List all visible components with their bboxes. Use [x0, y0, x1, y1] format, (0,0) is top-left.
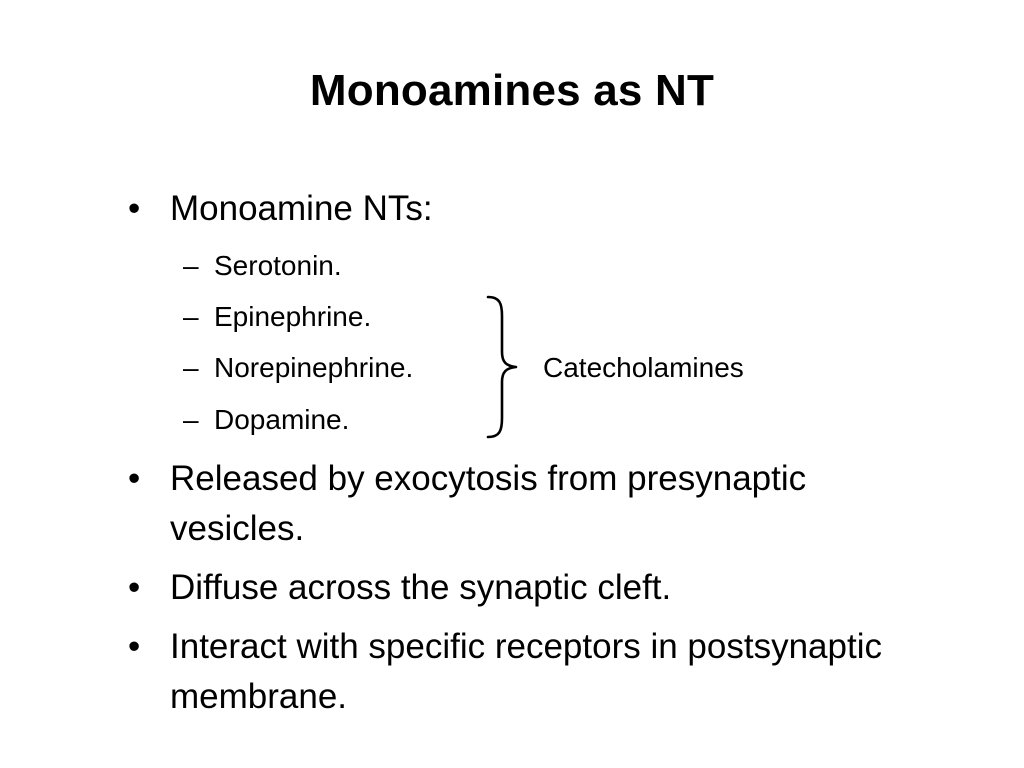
sub-item-text: Norepinephrine.: [214, 352, 414, 383]
bullet-text: Released by exocytosis from presynaptic vesicles.: [170, 459, 807, 548]
dash-marker: –: [183, 250, 199, 281]
bullet-marker: •: [128, 568, 141, 607]
catecholamines-label: Catecholamines: [543, 352, 744, 383]
bullet-marker: •: [128, 627, 141, 666]
dash-marker: –: [183, 352, 199, 383]
slide-title: Monoamines as NT: [309, 66, 715, 115]
bullet-marker: •: [128, 189, 141, 228]
right-curly-brace-icon: [482, 294, 522, 440]
sub-item-text: Serotonin.: [214, 250, 342, 281]
dash-marker: –: [183, 301, 199, 332]
sub-item-text: Epinephrine.: [214, 301, 372, 332]
bullet-text: Interact with specific receptors in postsynaptic membrane.: [170, 627, 882, 716]
bullet-marker: •: [128, 459, 141, 498]
bullet-text: Diffuse across the synaptic cleft.: [170, 568, 672, 607]
dash-marker: –: [183, 404, 199, 435]
bullet-text: Monoamine NTs:: [170, 189, 433, 228]
sub-item-text: Dopamine.: [214, 404, 350, 435]
